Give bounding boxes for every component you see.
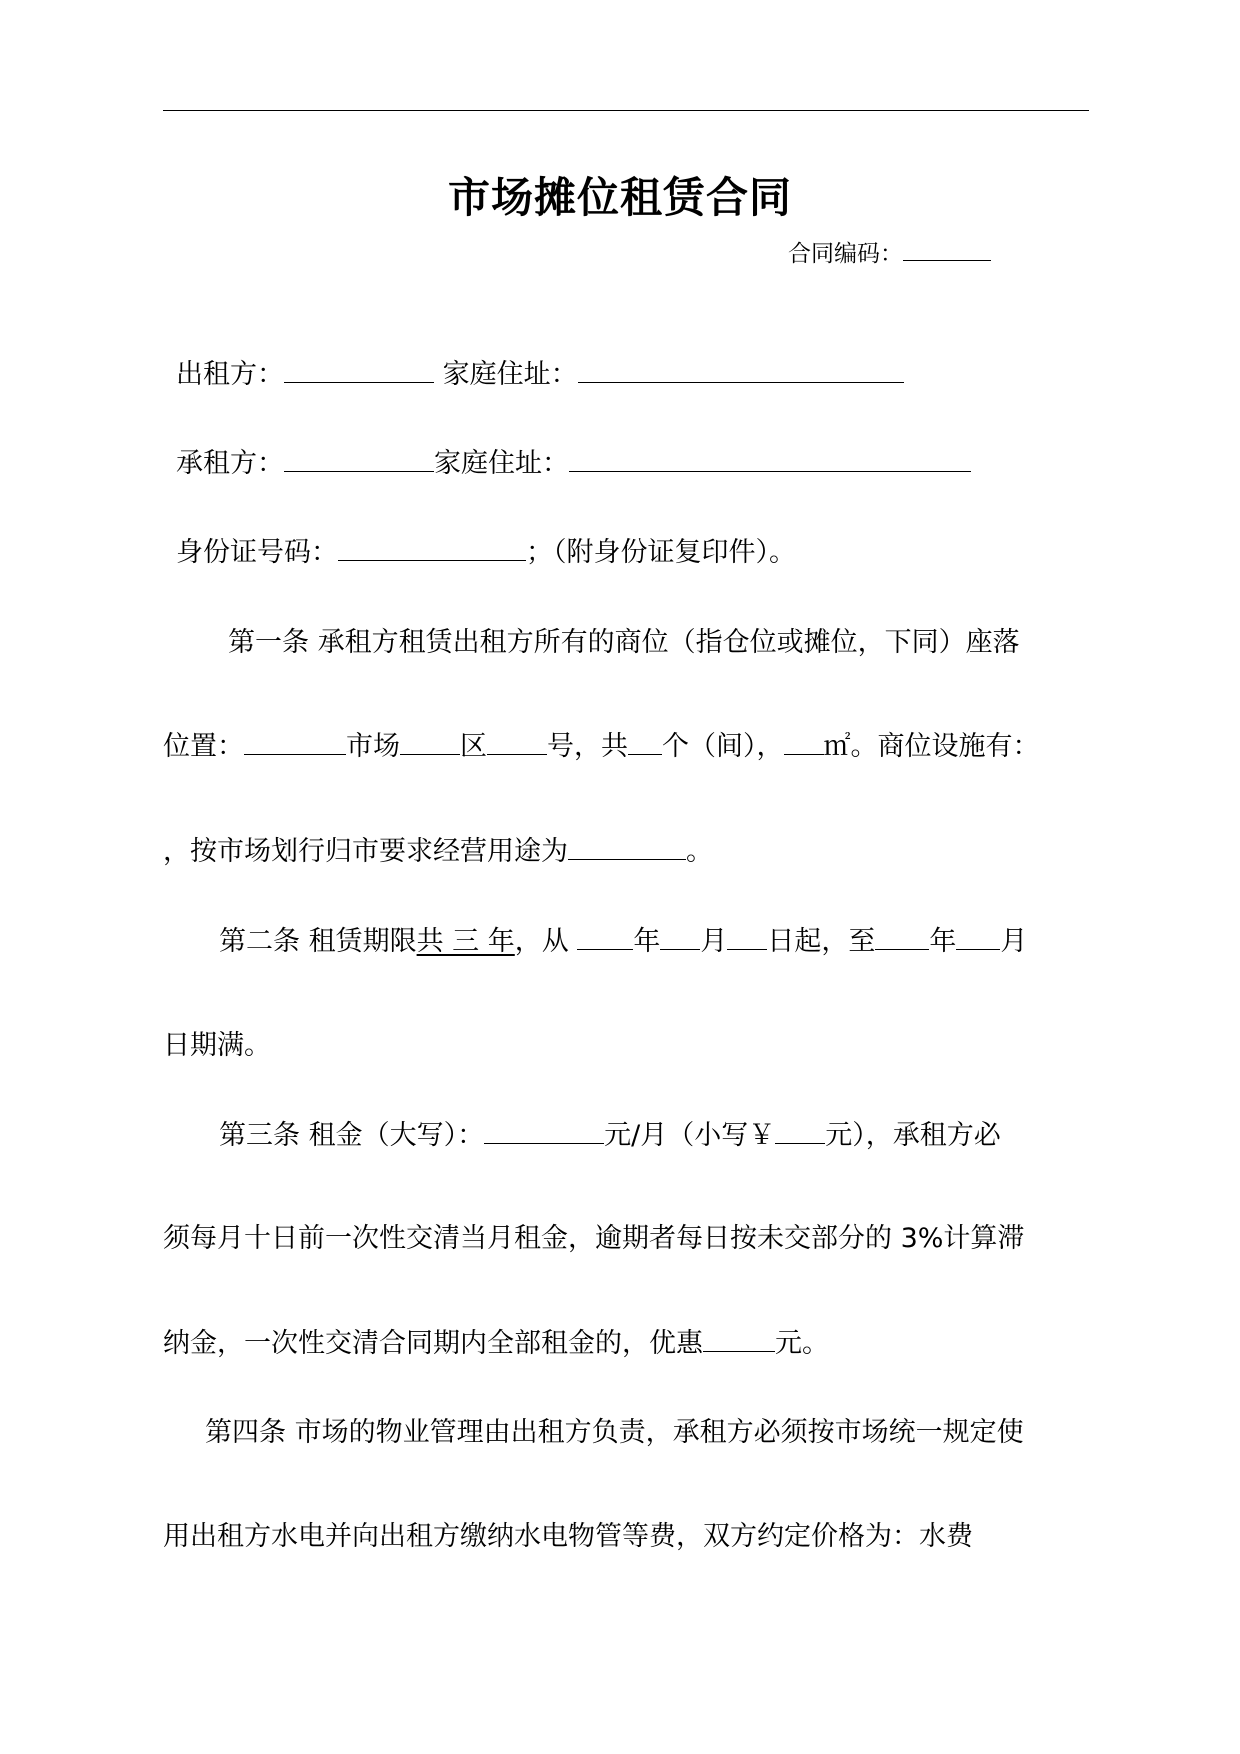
- id-number-blank: [338, 534, 526, 561]
- rent-figures-blank: [775, 1117, 825, 1144]
- article-2-from-text: ，从: [514, 926, 578, 957]
- article-1-unit-text: 个（间），: [662, 731, 784, 762]
- start-day-blank: [727, 923, 767, 950]
- article-3-line-3: [163, 1324, 829, 1364]
- unit-count-blank: [628, 728, 662, 755]
- id-number-note: ；（附身份证复印件）。: [526, 537, 796, 568]
- article-2-line-1: [219, 922, 1027, 962]
- article-1-line-3: [163, 832, 713, 872]
- article-1-line-2: [163, 727, 1040, 767]
- lessor-label: 出租方：: [176, 359, 284, 390]
- document-title: 市场摊位租赁合同: [447, 173, 792, 222]
- article-2-month-text: 月: [700, 926, 728, 957]
- lessee-label: 承租方：: [176, 448, 284, 479]
- stall-number-blank: [487, 728, 547, 755]
- id-number-label: 身份证号码：: [176, 537, 338, 568]
- article-1-zone-text: 区: [460, 731, 487, 762]
- article-1-number-text: 号，共: [547, 731, 628, 762]
- article-1-line-1: 第一条 承租方租赁出租方所有的商位（指仓位或摊位，下同）座落: [228, 627, 1020, 658]
- article-3-rent-unit: 元/月（小写￥: [604, 1120, 776, 1151]
- lessor-address-label: 家庭住址：: [442, 359, 578, 390]
- usage-blank: [568, 833, 686, 860]
- header-rule: [163, 110, 1089, 111]
- article-3-rent-tail: 元），承租方必: [825, 1120, 1001, 1151]
- lessee-name-blank: [284, 445, 434, 472]
- article-2-end-year-text: 年: [929, 926, 957, 957]
- article-1-facilities-text: ㎡。商位设施有：: [823, 731, 1040, 762]
- area-blank: [784, 728, 824, 755]
- article-2-term-value: 共 三 年: [416, 926, 515, 957]
- article-2-year-text: 年: [633, 926, 661, 957]
- article-3-line-2: 须每月十日前一次性交清当月租金，逾期者每日按未交部分的 3%计算滞: [163, 1223, 1025, 1254]
- article-3-line-1: [219, 1116, 1001, 1156]
- zone-blank: [400, 728, 460, 755]
- lessee-address-label: 家庭住址：: [434, 448, 569, 479]
- article-3-discount-text: 纳金，一次性交清合同期内全部租金的，优惠: [163, 1328, 703, 1359]
- end-year-blank: [875, 923, 929, 950]
- article-2-until-text: 日起，至: [767, 926, 876, 957]
- article-3-rent-label: 第三条 租金（大写）：: [219, 1120, 485, 1151]
- lessor-name-blank: [284, 356, 434, 383]
- rent-words-blank: [484, 1117, 604, 1144]
- article-1-market-text: 市场: [346, 731, 400, 762]
- article-2-end-month-text: 月: [1000, 926, 1028, 957]
- article-3-discount-unit: 元。: [775, 1328, 829, 1359]
- article-1-period: 。: [686, 836, 713, 867]
- contract-code-line: [788, 234, 991, 270]
- article-2-term-label: 第二条 租赁期限: [219, 926, 417, 957]
- lessor-address-blank: [578, 356, 904, 383]
- discount-blank: [703, 1325, 775, 1352]
- article-2-line-2: 日期满。: [163, 1030, 271, 1061]
- contract-code-label: 合同编码：: [788, 241, 903, 267]
- article-1-location-label: 位置：: [163, 731, 244, 762]
- lessee-line: [176, 444, 971, 484]
- article-4-line-1: 第四条 市场的物业管理由出租方负责，承租方必须按市场统一规定使: [205, 1417, 1024, 1448]
- article-4-line-2: 用出租方水电并向出租方缴纳水电物管等费，双方约定价格为：水费: [163, 1521, 973, 1552]
- article-1-usage-text: ，按市场划行归市要求经营用途为: [163, 836, 568, 867]
- lessor-line: [176, 355, 904, 395]
- market-name-blank: [244, 728, 346, 755]
- end-month-blank: [956, 923, 1000, 950]
- start-month-blank: [660, 923, 700, 950]
- lessee-address-blank: [569, 445, 971, 472]
- id-number-line: [176, 533, 796, 573]
- contract-code-blank: [903, 234, 991, 261]
- start-year-blank: [577, 923, 633, 950]
